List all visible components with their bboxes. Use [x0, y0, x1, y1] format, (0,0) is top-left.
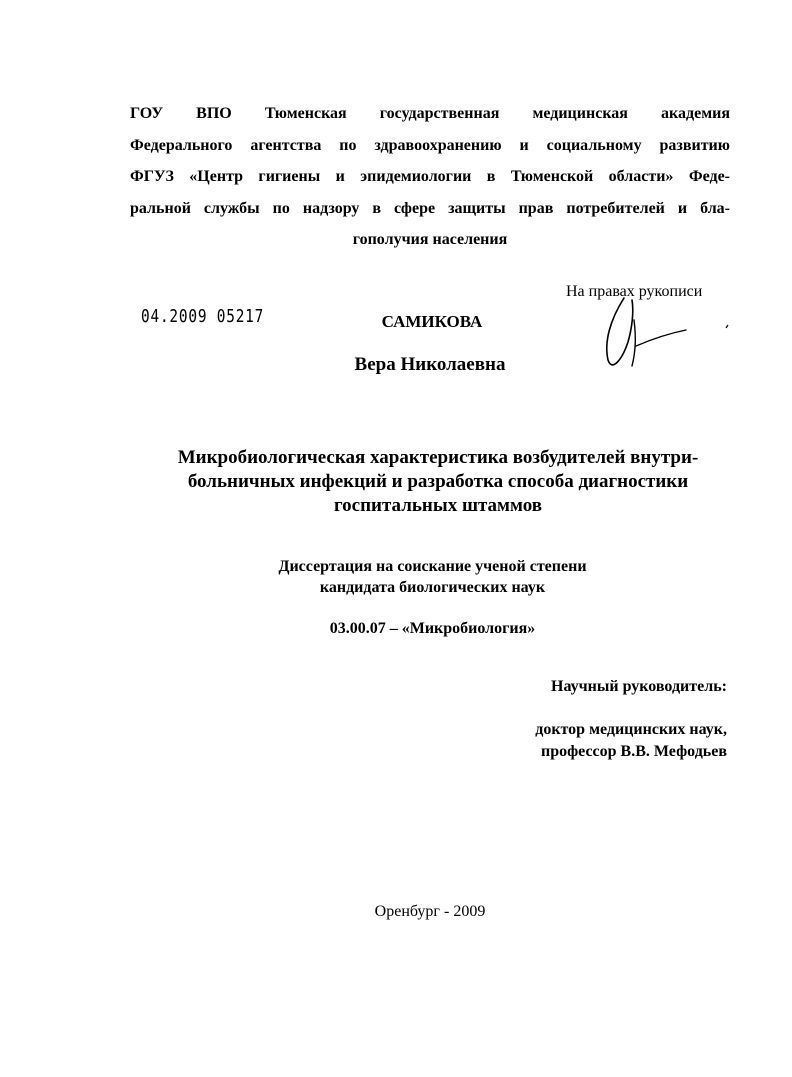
institution-line: гополучия населения	[352, 231, 508, 248]
author-surname: САМИКОВА	[381, 312, 483, 331]
institution-line: ФГУЗ «Центр гигиены и эпидемиологии в Тюменской области» Феде-	[130, 168, 730, 185]
supervisor-details	[535, 719, 727, 763]
degree-line: кандидата биологических наук	[319, 579, 546, 596]
title-line: больничных инфекций и разработка способа диагностики	[187, 471, 689, 492]
degree-statement	[230, 556, 635, 598]
degree-line: Диссертация на соискание ученой степени	[278, 558, 587, 575]
city-year: Оренбург - 2009	[374, 903, 486, 920]
specialty-code: 03.00.07 – «Микробиология»	[329, 620, 536, 637]
institution-line: ГОУ ВПО Тюменская государственная медицинская академия	[130, 105, 730, 122]
institution-line: ральной службы по надзору в сфере защиты прав потребителей и бла-	[130, 199, 730, 217]
institution-header	[130, 98, 730, 256]
title-line: Микробиологическая характеристика возбудителей внутри-	[177, 447, 699, 468]
institution-line: Федерального агентства по здравоохранению и социальному развитию	[130, 136, 730, 154]
supervisor-line: доктор медицинских наук,	[535, 721, 727, 738]
manuscript-note: На правах рукописи	[566, 283, 703, 300]
title-line: госпитальных штаммов	[334, 495, 542, 516]
supervisor-line: профессор В.В. Мефодьев	[540, 743, 727, 760]
handwritten-signature	[590, 290, 750, 380]
supervisor-heading: Научный руководитель:	[551, 678, 727, 695]
author-given-names: Вера Николаевна	[354, 354, 506, 375]
dissertation-title	[140, 446, 736, 518]
registration-number: 04.2009 05217	[141, 306, 265, 327]
